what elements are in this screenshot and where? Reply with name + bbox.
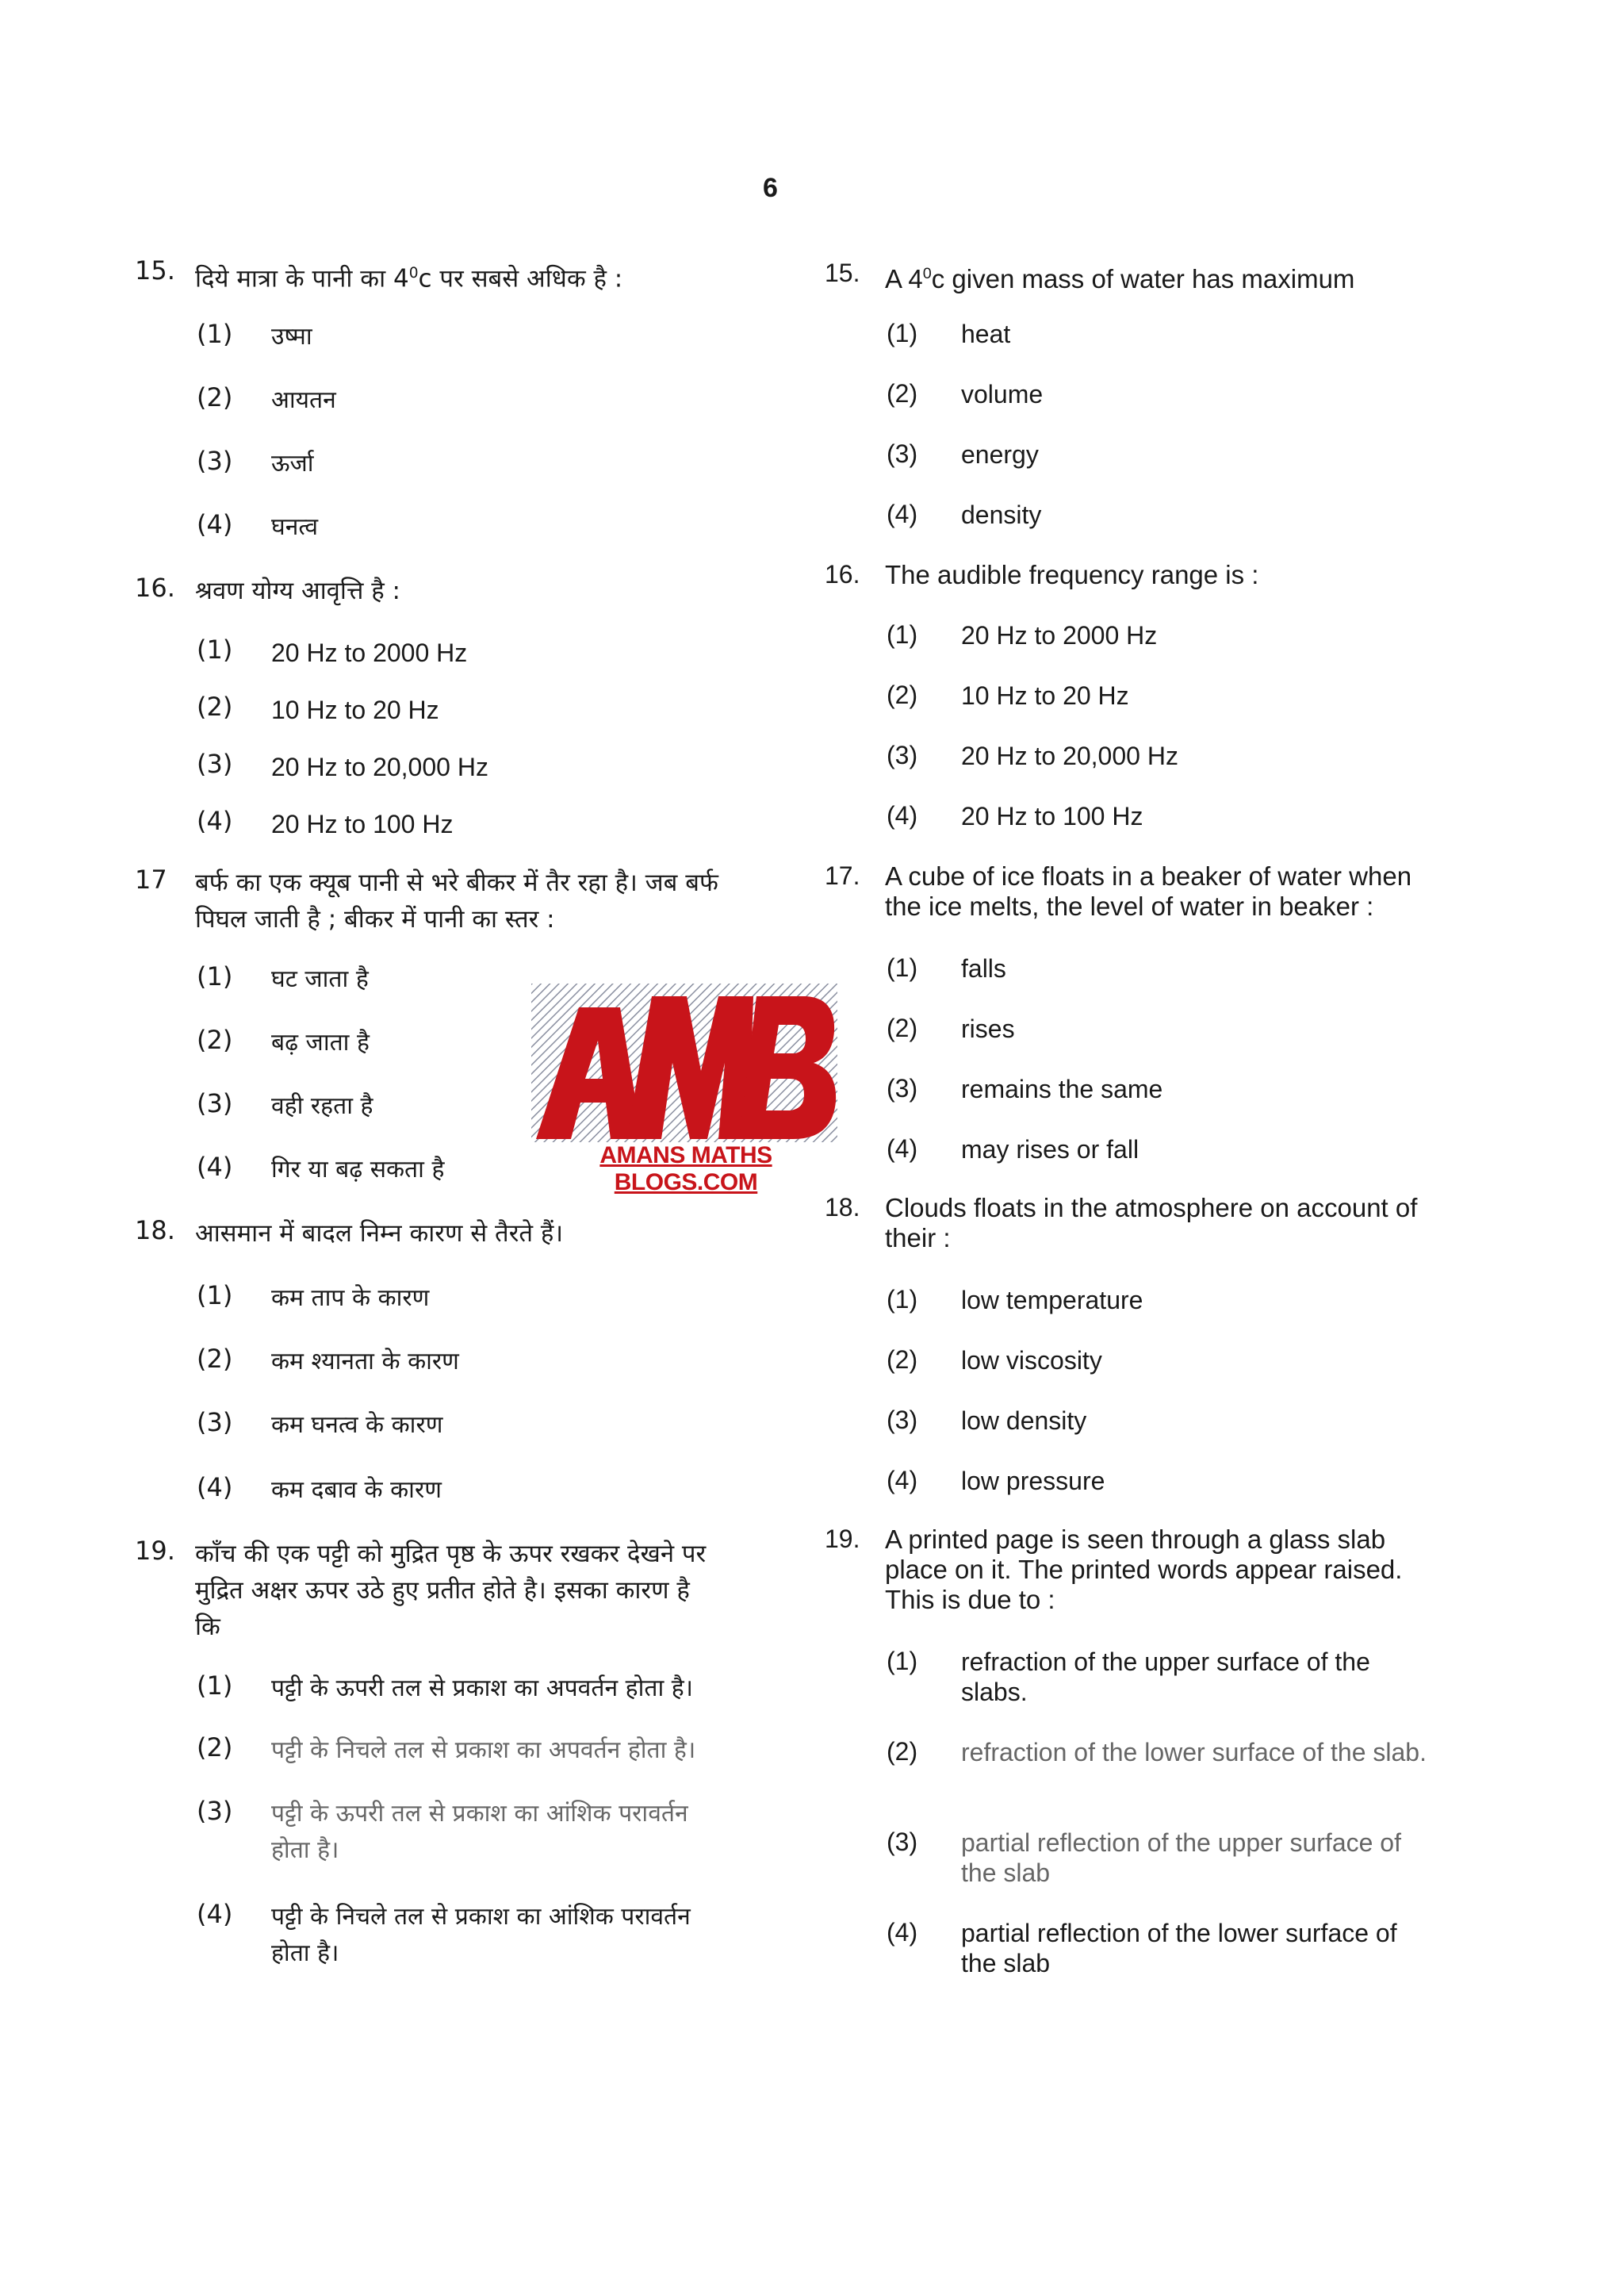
question-number: 19. <box>825 1525 860 1553</box>
question-number: 15. <box>825 259 860 287</box>
question-number: 18. <box>135 1215 175 1245</box>
question-text: The audible frequency range is : <box>885 560 1259 589</box>
question-text: Clouds floats in the atmosphere on account of their : <box>885 1193 1418 1252</box>
question-text: दिये मात्रा के पानी का $4^0c$ पर सबसे अधिक है : <box>195 264 623 293</box>
question-number: 18. <box>825 1193 860 1222</box>
question-text: आसमान में बादल निम्न कारण से तैरते हैं। <box>195 1219 564 1248</box>
question-number: 16. <box>825 560 860 589</box>
logo-url: AMANS MATHS BLOGS.COM <box>599 1142 772 1195</box>
question-number: 17 <box>135 865 167 895</box>
question-text: A printed page is seen through a glass slab place on it. The printed words appear raised. This is due to : <box>885 1525 1403 1614</box>
page-number: 6 <box>763 173 778 203</box>
question-text: बर्फ का एक क्यूब पानी से भरे बीकर में तैर रहा है। जब बर्फ पिघल जाती है ; बीकर में पानी का स्तर : <box>195 869 718 934</box>
question-number: 15. <box>135 255 175 286</box>
question-number: 16. <box>135 573 175 603</box>
question-number: 19. <box>135 1536 175 1566</box>
question-text: A $4^0c$ given mass of water has maximum <box>885 264 1355 293</box>
question-text: A cube of ice floats in a beaker of water when the ice melts, the level of water in beaker : <box>885 861 1412 921</box>
question-text: काँच की एक पट्टी को मुद्रित पृष्ठ के ऊपर रखकर देखने पर मुद्रित अक्षर ऊपर उठे हुए प्रतीत होते है। इसका कारण है कि <box>195 1540 707 1641</box>
question-text: श्रवण योग्य आवृत्ति है : <box>195 577 400 605</box>
question-number: 17. <box>825 861 860 890</box>
